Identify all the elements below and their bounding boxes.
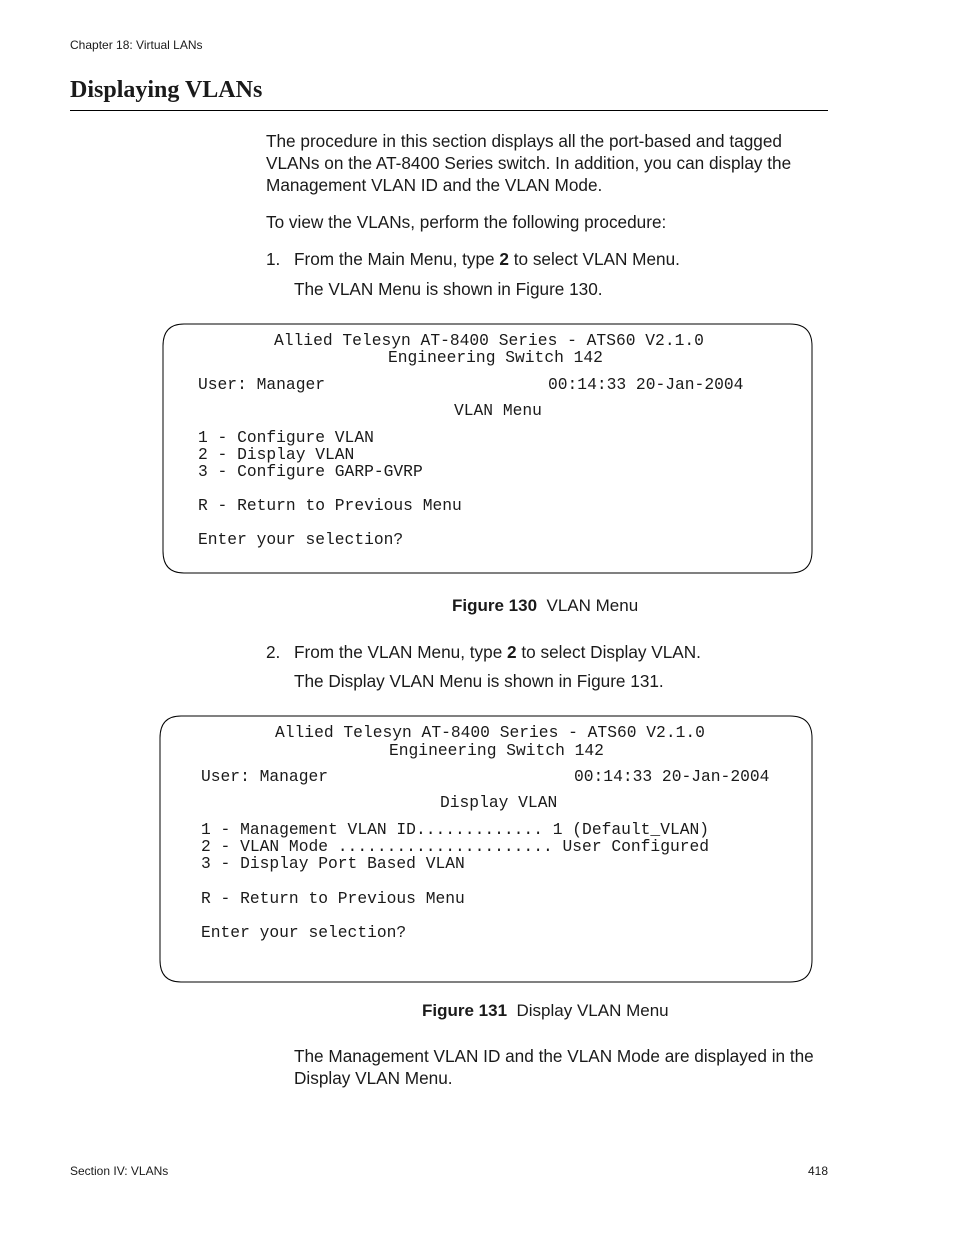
step-key: 2: [507, 642, 517, 662]
step-note: The Display VLAN Menu is shown in Figure 131.: [294, 671, 664, 691]
step-note: The VLAN Menu is shown in Figure 130.: [294, 279, 603, 299]
terminal-menu-title: Display VLAN: [440, 793, 558, 812]
closing-paragraph: [294, 1045, 814, 1089]
step-text-pre: From the Main Menu, type: [294, 249, 500, 269]
terminal-prompt: Enter your selection?: [201, 923, 407, 942]
menu-option: 1 - Management VLAN ID............. 1 (Default_VLAN): [201, 820, 710, 839]
figure-label: Figure 131: [422, 1001, 508, 1020]
terminal-user: User: Manager: [201, 767, 329, 786]
menu-option: 3 - Display Port Based VLAN: [201, 854, 465, 873]
step-text-post: to select Display VLAN.: [516, 642, 701, 662]
figure-caption-text: Display VLAN Menu: [516, 1001, 669, 1020]
menu-option: 3 - Configure GARP-GVRP: [198, 462, 423, 481]
closing-line: The Management VLAN ID and the VLAN Mode are displayed in the: [294, 1046, 814, 1066]
menu-option: 2 - Display VLAN: [198, 445, 355, 464]
menu-option: 2 - VLAN Mode ...................... User Configured: [201, 837, 710, 856]
step-text: [294, 248, 680, 270]
step-number: 2.: [266, 642, 281, 662]
closing-line: Display VLAN Menu.: [294, 1068, 453, 1088]
intro-paragraph: [266, 130, 791, 196]
title-rule: [70, 110, 828, 111]
running-footer: Section IV: VLANs: [70, 1164, 169, 1178]
step-key: 2: [499, 249, 509, 269]
terminal-prompt: Enter your selection?: [198, 530, 404, 549]
step-text: [294, 641, 701, 663]
terminal-menu-title: VLAN Menu: [454, 401, 542, 420]
figure-label: Figure 130: [452, 596, 538, 615]
terminal-subtitle: Engineering Switch 142: [388, 348, 603, 367]
terminal-user: User: Manager: [198, 375, 326, 394]
running-header: Chapter 18: Virtual LANs: [70, 38, 203, 52]
terminal-subtitle: Engineering Switch 142: [389, 741, 604, 760]
page-number: 418: [808, 1164, 829, 1178]
step-text-post: to select VLAN Menu.: [508, 249, 680, 269]
intro-line: Management VLAN ID and the VLAN Mode.: [266, 175, 603, 195]
intro-line: VLANs on the AT-8400 Series switch. In addition, you can display the: [266, 153, 792, 173]
intro-line: The procedure in this section displays all the port-based and tagged: [266, 131, 782, 151]
terminal-timestamp: 00:14:33 20-Jan-2004: [548, 375, 744, 394]
menu-option-return: R - Return to Previous Menu: [201, 889, 465, 908]
procedure-intro: To view the VLANs, perform the following procedure:: [266, 212, 667, 232]
figure-caption: [452, 596, 638, 616]
menu-option-return: R - Return to Previous Menu: [198, 496, 462, 515]
terminal-title: Allied Telesyn AT-8400 Series - ATS60 V2.1.0: [275, 723, 705, 742]
figure-caption: [422, 1001, 669, 1021]
terminal-timestamp: 00:14:33 20-Jan-2004: [574, 767, 770, 786]
terminal-title: Allied Telesyn AT-8400 Series - ATS60 V2.1.0: [274, 331, 704, 350]
section-title: Displaying VLANs: [70, 77, 263, 103]
step-text-pre: From the VLAN Menu, type: [294, 642, 508, 662]
step-number: 1.: [266, 249, 281, 269]
figure-caption-text: VLAN Menu: [546, 596, 639, 615]
menu-option: 1 - Configure VLAN: [198, 428, 374, 447]
